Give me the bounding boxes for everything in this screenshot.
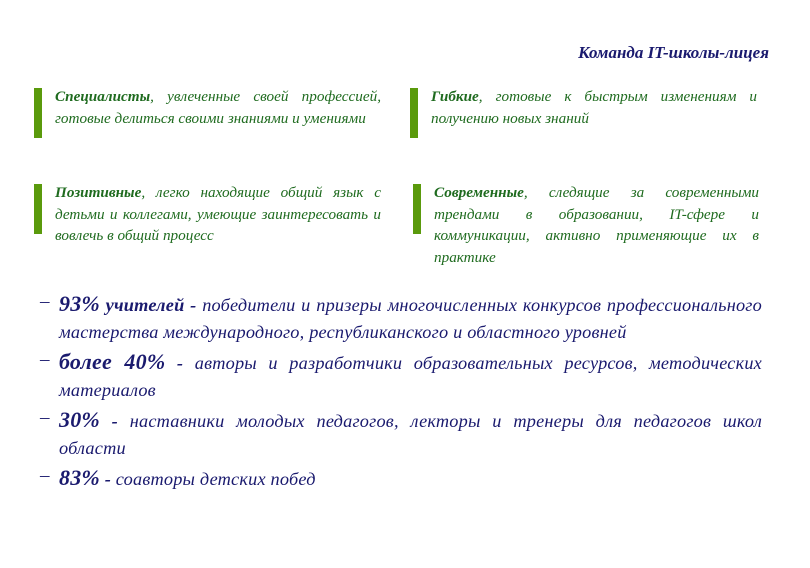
stat-text: победители и призеры многочисленных конкурсов профессионального мастерства международного, республиканского и областного уровней <box>59 295 762 342</box>
stat-separator: - <box>176 353 184 373</box>
stat-separator: - <box>104 469 112 489</box>
stat-text: соавторы детских побед <box>115 469 316 489</box>
stat-body <box>59 406 762 462</box>
stat-number: более 40% <box>59 349 166 374</box>
stat-number: 83% <box>59 465 100 490</box>
stat-body <box>59 290 762 346</box>
stat-separator: - <box>111 411 118 431</box>
stat-item <box>40 406 762 462</box>
trait-card-specialists <box>34 86 381 152</box>
trait-keyword: Позитивные <box>55 184 142 201</box>
trait-keyword: Современные <box>434 184 524 201</box>
trait-keyword: Гибкие <box>431 88 479 105</box>
stat-number: 93% <box>59 291 100 316</box>
trait-card-positive <box>34 182 381 272</box>
trait-card-modern <box>413 182 759 272</box>
trait-text <box>431 86 757 129</box>
stat-item <box>40 290 762 346</box>
trait-text <box>434 182 759 268</box>
trait-description: , легко находящие общий язык с детьми и коллегами, умеющие заинтересовать и вовлечь в общий процесс <box>55 184 381 244</box>
dash-bullet: – <box>40 407 50 428</box>
stat-text: наставники молодых педагогов, лекторы и тренеры для педагогов школ области <box>59 411 762 458</box>
accent-bar <box>413 184 421 234</box>
stat-item <box>40 348 762 404</box>
stat-body <box>59 464 762 493</box>
trait-text <box>55 182 381 247</box>
stat-subject: учителей - <box>105 295 197 315</box>
trait-description: , следящие за современными трендами в образовании, IT-сфере и коммуникации, активно применяющие их в практике <box>434 184 759 266</box>
stat-number: 30% <box>59 407 100 432</box>
trait-card-flexible <box>410 86 757 152</box>
trait-text <box>55 86 381 129</box>
stat-item <box>40 464 762 493</box>
accent-bar <box>34 184 42 234</box>
dash-bullet: – <box>40 465 50 486</box>
accent-bar <box>410 88 418 138</box>
stat-text: авторы и разработчики образовательных ресурсов, методических материалов <box>59 353 762 400</box>
stat-body <box>59 348 762 404</box>
trait-description: , увлеченные своей профессией, готовые делиться своими знаниями и умениями <box>55 88 381 127</box>
trait-keyword: Специалисты <box>55 88 151 105</box>
accent-bar <box>34 88 42 138</box>
dash-bullet: – <box>40 349 50 370</box>
stats-list <box>40 290 762 495</box>
trait-description: , готовые к быстрым изменениям и получению новых знаний <box>431 88 757 127</box>
dash-bullet: – <box>40 291 50 312</box>
page-title: Команда IT-школы-лицея <box>578 43 769 62</box>
